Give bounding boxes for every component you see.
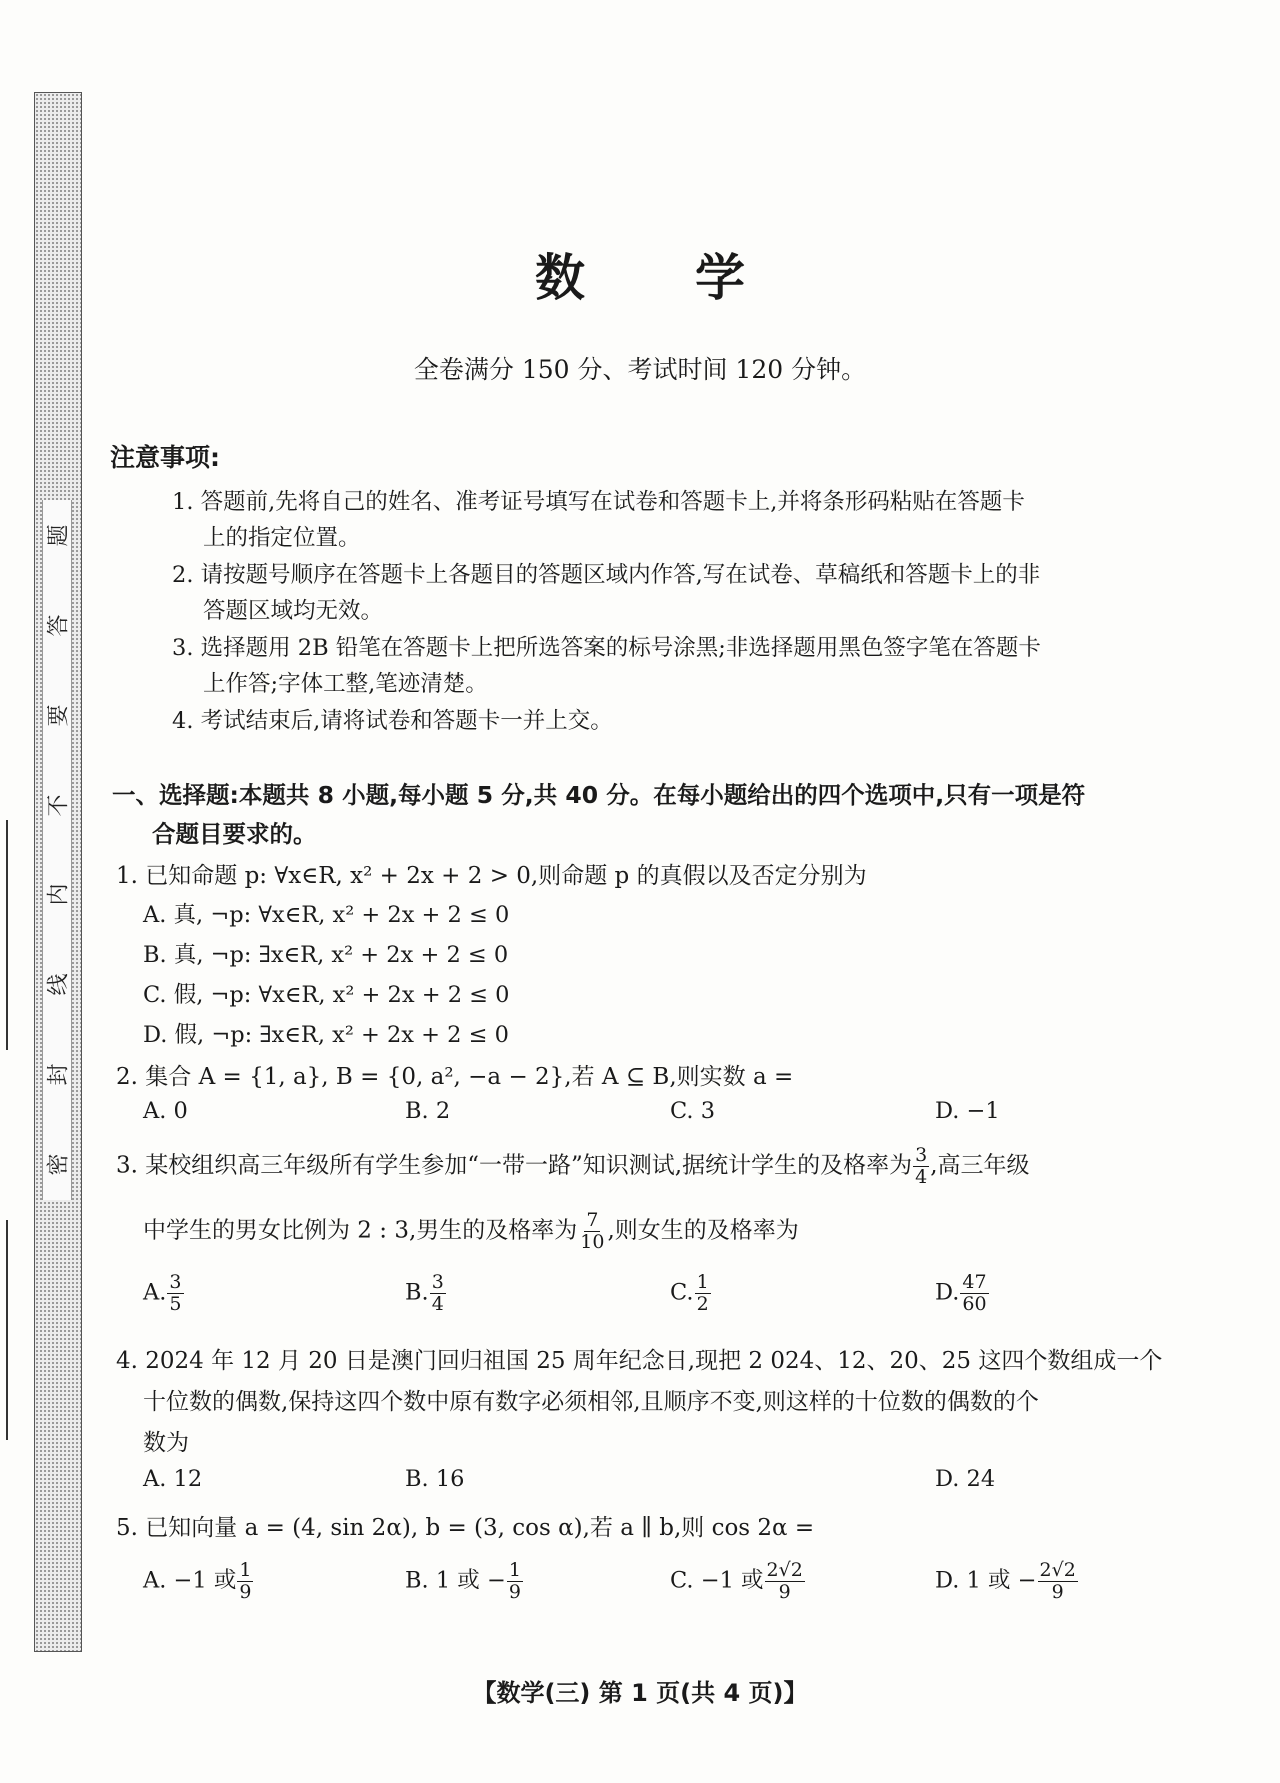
question-5-option-d: D. 1 或 − $\frac{2√2}{9}$ (935, 1559, 1076, 1603)
fraction: $\frac{47}{60}$ (962, 1271, 987, 1315)
binding-label: 线 (46, 973, 72, 996)
notice-item-cont: 上作答;字体工整,笔迹清楚。 (203, 671, 488, 697)
question-1-option-a: A. 真, ¬p: ∀x∈R, x² + 2x + 2 ≤ 0 (143, 902, 510, 928)
question-2-option-b: B. 2 (405, 1098, 451, 1124)
question-2-option-a: A. 0 (143, 1098, 188, 1124)
question-2-option-d: D. −1 (935, 1098, 1000, 1124)
question-1-option-b: B. 真, ¬p: ∃x∈R, x² + 2x + 2 ≤ 0 (143, 942, 509, 968)
question-4-option-a: A. 12 (143, 1466, 203, 1492)
binding-label: 密 (46, 1153, 72, 1176)
question-5-option-b: B. 1 或 − $\frac{1}{9}$ (405, 1559, 521, 1603)
question-3-text: 中学生的男女比例为 2 : 3,男生的及格率为 (143, 1217, 578, 1244)
section-heading: 一、选择题:本题共 8 小题,每小题 5 分,共 40 分。在每小题给出的四个选项中,只有一项是符 (112, 781, 1086, 809)
notice-item: 3. 选择题用 2B 铅笔在答题卡上把所选答案的标号涂黑;非选择题用黑色签字笔在答题卡 (172, 635, 1041, 661)
fraction: $\frac{1}{9}$ (239, 1559, 252, 1603)
question-3-stem-line1 (116, 1145, 1030, 1188)
question-3-option-d: D. $\frac{47}{60}$ (935, 1271, 987, 1315)
fraction: $\frac{2√2}{9}$ (766, 1559, 803, 1603)
question-3-text: ,则女生的及格率为 (607, 1217, 799, 1244)
notice-item-cont: 答题区域均无效。 (203, 598, 384, 624)
fraction: $\frac{3}{4}$ (915, 1144, 928, 1188)
question-5-option-a: A. −1 或 $\frac{1}{9}$ (143, 1559, 252, 1603)
binding-label: 不 (46, 794, 72, 817)
question-3-stem-line2 (143, 1210, 799, 1253)
notice-item: 2. 请按题号顺序在答题卡上各题目的答题区域内作答,写在试卷、草稿纸和答题卡上的非 (172, 562, 1041, 588)
binding-warning-strip (42, 500, 72, 1200)
question-4-option-b: B. 16 (405, 1466, 465, 1492)
question-2-stem: 2. 集合 A = {1, a}, B = {0, a², −a − 2},若 A ⊆ B,则实数 a = (116, 1064, 794, 1090)
question-4-stem-line3: 数为 (143, 1430, 189, 1456)
notice-heading: 注意事项: (110, 443, 220, 472)
binding-cut-line (6, 820, 8, 1050)
question-3-text: 3. 某校组织高三年级所有学生参加“一带一路”知识测试,据统计学生的及格率为 (116, 1152, 913, 1179)
exam-info: 全卷满分 150 分、考试时间 120 分钟。 (413, 355, 867, 384)
question-1-option-c: C. 假, ¬p: ∀x∈R, x² + 2x + 2 ≤ 0 (143, 982, 510, 1008)
binding-cut-line (6, 1220, 8, 1440)
binding-label: 答 (46, 614, 72, 637)
fraction: $\frac{1}{9}$ (508, 1559, 521, 1603)
question-4-option-d: D. 24 (935, 1466, 996, 1492)
fraction: $\frac{2√2}{9}$ (1039, 1559, 1076, 1603)
question-2-option-c: C. 3 (670, 1098, 716, 1124)
section-heading-cont: 合题目要求的。 (152, 820, 317, 848)
binding-label: 要 (46, 704, 72, 727)
binding-label: 内 (46, 883, 72, 906)
notice-item-cont: 上的指定位置。 (203, 525, 361, 551)
page-title: 数学 (535, 249, 855, 307)
fraction: $\frac{3}{4}$ (431, 1271, 444, 1315)
binding-label: 封 (46, 1063, 72, 1086)
question-1-option-d: D. 假, ¬p: ∃x∈R, x² + 2x + 2 ≤ 0 (143, 1022, 509, 1048)
question-3-option-b: B. $\frac{3}{4}$ (405, 1271, 444, 1315)
page-footer: 【数学(三) 第 1 页(共 4 页)】 (472, 1679, 808, 1707)
question-3-option-a: A. $\frac{3}{5}$ (143, 1271, 182, 1315)
fraction: $\frac{1}{2}$ (696, 1271, 709, 1315)
question-4-stem-line2: 十位数的偶数,保持这四个数中原有数字必须相邻,且顺序不变,则这样的十位数的偶数的个 (143, 1389, 1039, 1415)
question-4-stem-line1: 4. 2024 年 12 月 20 日是澳门回归祖国 25 周年纪念日,现把 2 024、12、20、25 这四个数组成一个 (116, 1348, 1163, 1374)
question-3-option-c: C. $\frac{1}{2}$ (670, 1271, 709, 1315)
notice-item: 4. 考试结束后,请将试卷和答题卡一并上交。 (172, 708, 613, 734)
question-5-option-c: C. −1 或 $\frac{2√2}{9}$ (670, 1559, 803, 1603)
question-3-text: ,高三年级 (930, 1152, 1030, 1179)
binding-label: 题 (46, 524, 72, 547)
notice-item: 1. 答题前,先将自己的姓名、准考证号填写在试卷和答题卡上,并将条形码粘贴在答题卡 (172, 489, 1025, 515)
question-1-stem: 1. 已知命题 p: ∀x∈R, x² + 2x + 2 > 0,则命题 p 的真假以及否定分别为 (116, 863, 867, 889)
fraction: $\frac{3}{5}$ (169, 1271, 182, 1315)
question-5-stem: 5. 已知向量 a = (4, sin 2α), b = (3, cos α),若 a ∥ b,则 cos 2α = (116, 1515, 815, 1541)
fraction: $\frac{7}{10}$ (580, 1209, 605, 1253)
